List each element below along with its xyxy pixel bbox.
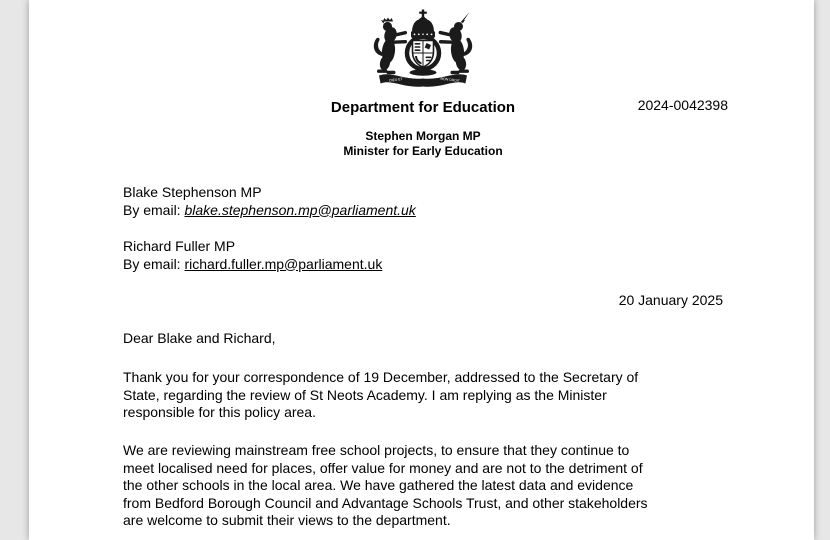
recipient-block (123, 184, 416, 219)
letter-content (123, 0, 728, 540)
recipient-name: Richard Fuller MP (123, 238, 236, 254)
minister-name: Stephen Morgan MP (365, 129, 481, 143)
paragraph-line: the other schools in the local area. We have gathered the latest data and evidence (123, 477, 634, 494)
recipient-name: Blake Stephenson MP (123, 184, 262, 200)
minister-block (123, 129, 723, 158)
letter-date: 20 January 2025 (618, 292, 723, 308)
recipient-block (123, 238, 382, 273)
salutation: Dear Blake and Richard, (123, 330, 276, 346)
paragraph-line: are welcome to submit their views to the department. (123, 512, 451, 529)
reference-number: 2024-0042398 (637, 97, 728, 113)
paragraph-line: State, regarding the review of St Neots Academy. I am replying as the Minister (123, 386, 607, 403)
crest-motto-right: MON DROIT (440, 76, 460, 83)
crest-motto-left: DIEU ET (388, 77, 403, 83)
department-title: Department for Education (330, 99, 516, 116)
body-paragraph (123, 369, 723, 422)
email-link[interactable]: blake.stephenson.mp@parliament.uk (184, 201, 416, 218)
document-page (29, 0, 814, 540)
body-paragraph (123, 442, 723, 530)
by-email-label: By email: (123, 255, 181, 272)
by-email-label: By email: (123, 201, 181, 218)
paragraph-line: responsible for this policy area. (123, 404, 316, 421)
paragraph-line: from Bedford Borough Council and Advantage Schools Trust, and other stakeholders (123, 494, 648, 511)
email-link[interactable]: richard.fuller.mp@parliament.uk (184, 255, 383, 272)
paragraph-line: We are reviewing mainstream free school projects, to ensure that they continue to (123, 442, 630, 458)
paragraph-line: Thank you for your correspondence of 19 December, addressed to the Secretary of (123, 369, 639, 385)
minister-title: Minister for Early Education (343, 143, 503, 158)
paragraph-line: meet localised need for places, offer value for money and are not to the detriment of (123, 459, 643, 476)
royal-coat-of-arms-icon (366, 9, 480, 89)
